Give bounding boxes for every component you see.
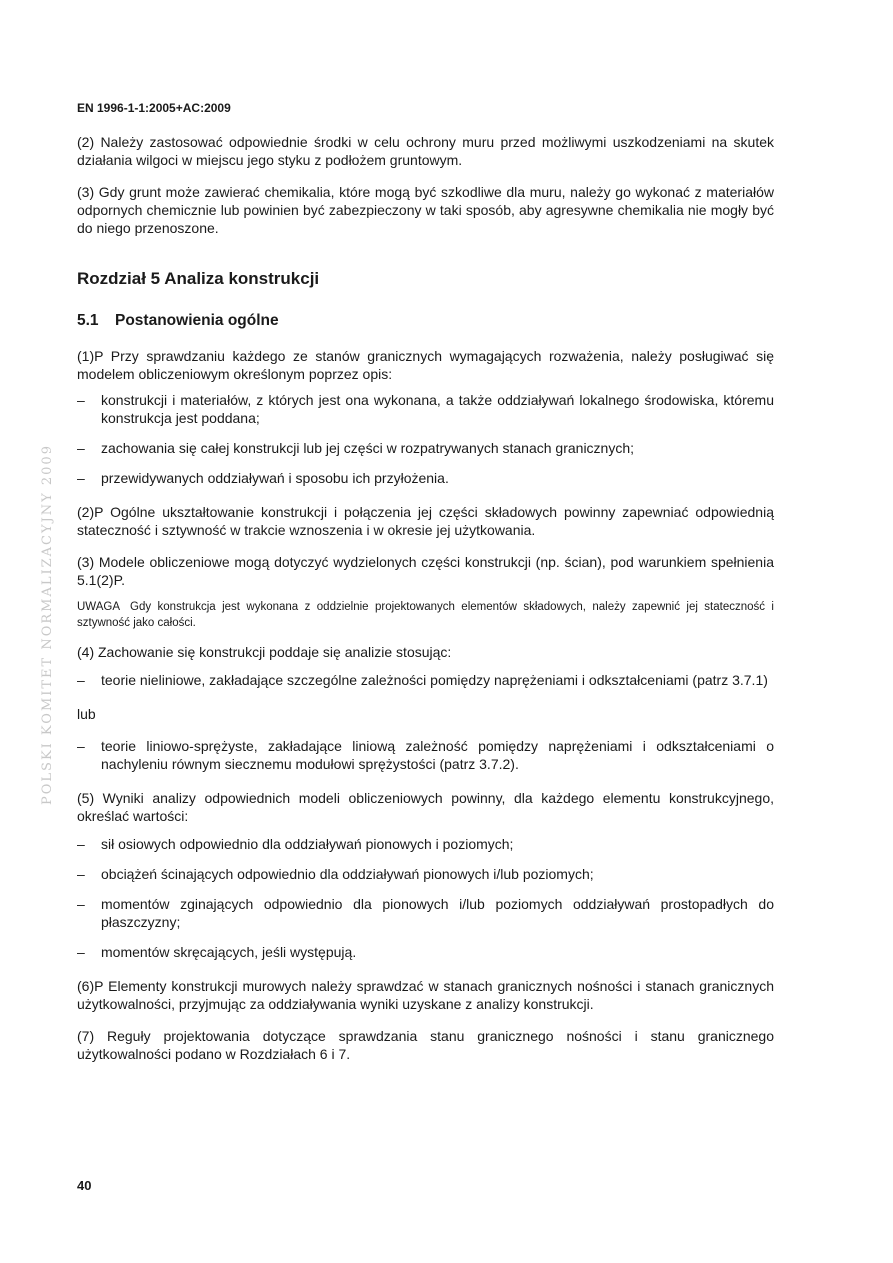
list-item-text: konstrukcji i materiałów, z których jest ona wykonana, a także oddziaływań lokalnego środowiska, któremu konstrukcja jest poddana; — [101, 392, 774, 426]
document-header: EN 1996-1-1:2005+AC:2009 — [77, 101, 231, 115]
list-dash: – — [77, 672, 85, 688]
list-dash: – — [77, 392, 85, 408]
note-label: UWAGA — [77, 601, 121, 613]
list-dash: – — [77, 738, 85, 754]
paragraph-2p: (2)P Ogólne ukształtowanie konstrukcji i połączenia jej części składowych powinny zapewniać odpowiednią stateczność i sztywność w trakcie wznoszenia i w okresie jej użytkowania. — [77, 504, 774, 538]
list-item — [77, 671, 774, 689]
paragraph-1p: (1)P Przy sprawdzaniu każdego ze stanów granicznych wymagających rozważenia, należy posługiwać się modelem obliczeniowym określonym poprzez opis: — [77, 348, 774, 382]
list-item-text: teorie nieliniowe, zakładające szczególne zależności pomiędzy naprężeniami i odkształceniami (patrz 3.7.1) — [101, 672, 768, 688]
list-dash: – — [77, 836, 85, 852]
list-item — [77, 835, 774, 853]
list-dash: – — [77, 470, 85, 486]
list-item — [77, 439, 774, 457]
list-item-text: obciążeń ścinających odpowiednio dla oddziaływań pionowych i/lub poziomych; — [101, 866, 594, 882]
list-dash: – — [77, 896, 85, 912]
list-dash: – — [77, 440, 85, 456]
list-item-text: sił osiowych odpowiednio dla oddziaływań pionowych i poziomych; — [101, 836, 514, 852]
connector-lub: lub — [77, 706, 96, 722]
list-item-text: zachowania się całej konstrukcji lub jej części w rozpatrywanych stanach granicznych; — [101, 440, 635, 456]
list-item — [77, 943, 774, 961]
list-dash: – — [77, 866, 85, 882]
section-number: 5.1 — [77, 312, 99, 329]
list-item — [77, 391, 774, 427]
list-item — [77, 895, 774, 931]
page-number: 40 — [77, 1178, 92, 1193]
list-item-text: momentów skręcających, jeśli występują. — [101, 944, 357, 960]
list-item-text: przewidywanych oddziaływań i sposobu ich przyłożenia. — [101, 470, 449, 486]
paragraph-4: (4) Zachowanie się konstrukcji poddaje się analizie stosując: — [77, 644, 452, 660]
list-item-text: momentów zginających odpowiednio dla pionowych i/lub poziomych oddziaływań prostopadłych do płaszczyzny; — [101, 896, 774, 930]
list-item-text: teorie liniowo-sprężyste, zakładające liniową zależność pomiędzy naprężeniami i odkształceniami o nachyleniu równym siecznemu modułowi sprężystości (patrz 3.7.2). — [101, 738, 774, 772]
list-item — [77, 737, 774, 773]
list-item — [77, 469, 774, 487]
note — [77, 599, 774, 631]
paragraph-6p: (6)P Elementy konstrukcji murowych należy sprawdzać w stanach granicznych nośności i stanach granicznych użytkowalności, przyjmując za oddziaływania wyniki uzyskane z analizy konstrukcji. — [77, 978, 774, 1012]
section-heading — [77, 311, 774, 331]
paragraph-intro-2: (2) Należy zastosować odpowiednie środki w celu ochrony muru przed możliwymi uszkodzeniami na skutek działania wilgoci w miejscu jego styku z podłożem gruntowym. — [77, 134, 774, 168]
paragraph-3: (3) Modele obliczeniowe mogą dotyczyć wydzielonych części konstrukcji (np. ścian), pod warunkiem spełnienia 5.1(2)P. — [77, 554, 774, 588]
paragraph-7: (7) Reguły projektowania dotyczące sprawdzania stanu granicznego nośności i stanu granicznego użytkowalności podano w Rozdziałach 6 i 7. — [77, 1028, 774, 1062]
watermark: POLSKI KOMITET NORMALIZACYJNY 2009 — [40, 444, 55, 805]
list-item — [77, 865, 774, 883]
note-text: Gdy konstrukcja jest wykonana z oddzielnie projektowanych elementów składowych, należy zapewnić jej stateczność i sztywność jako całości. — [77, 601, 774, 629]
paragraph-intro-3: (3) Gdy grunt może zawierać chemikalia, które mogą być szkodliwe dla muru, należy go wykonać z materiałów odpornych chemicznie lub powinien być zabezpieczony w taki sposób, aby agresywne chemikalia nie mogły być do niego przenoszone. — [77, 184, 774, 236]
section-title: Postanowienia ogólne — [115, 312, 279, 329]
chapter-title: Rozdział 5 Analiza konstrukcji — [77, 269, 320, 288]
paragraph-5: (5) Wyniki analizy odpowiednich modeli obliczeniowych powinny, dla każdego elementu konstrukcyjnego, określać wartości: — [77, 790, 774, 824]
list-dash: – — [77, 944, 85, 960]
page-content — [77, 133, 774, 1077]
